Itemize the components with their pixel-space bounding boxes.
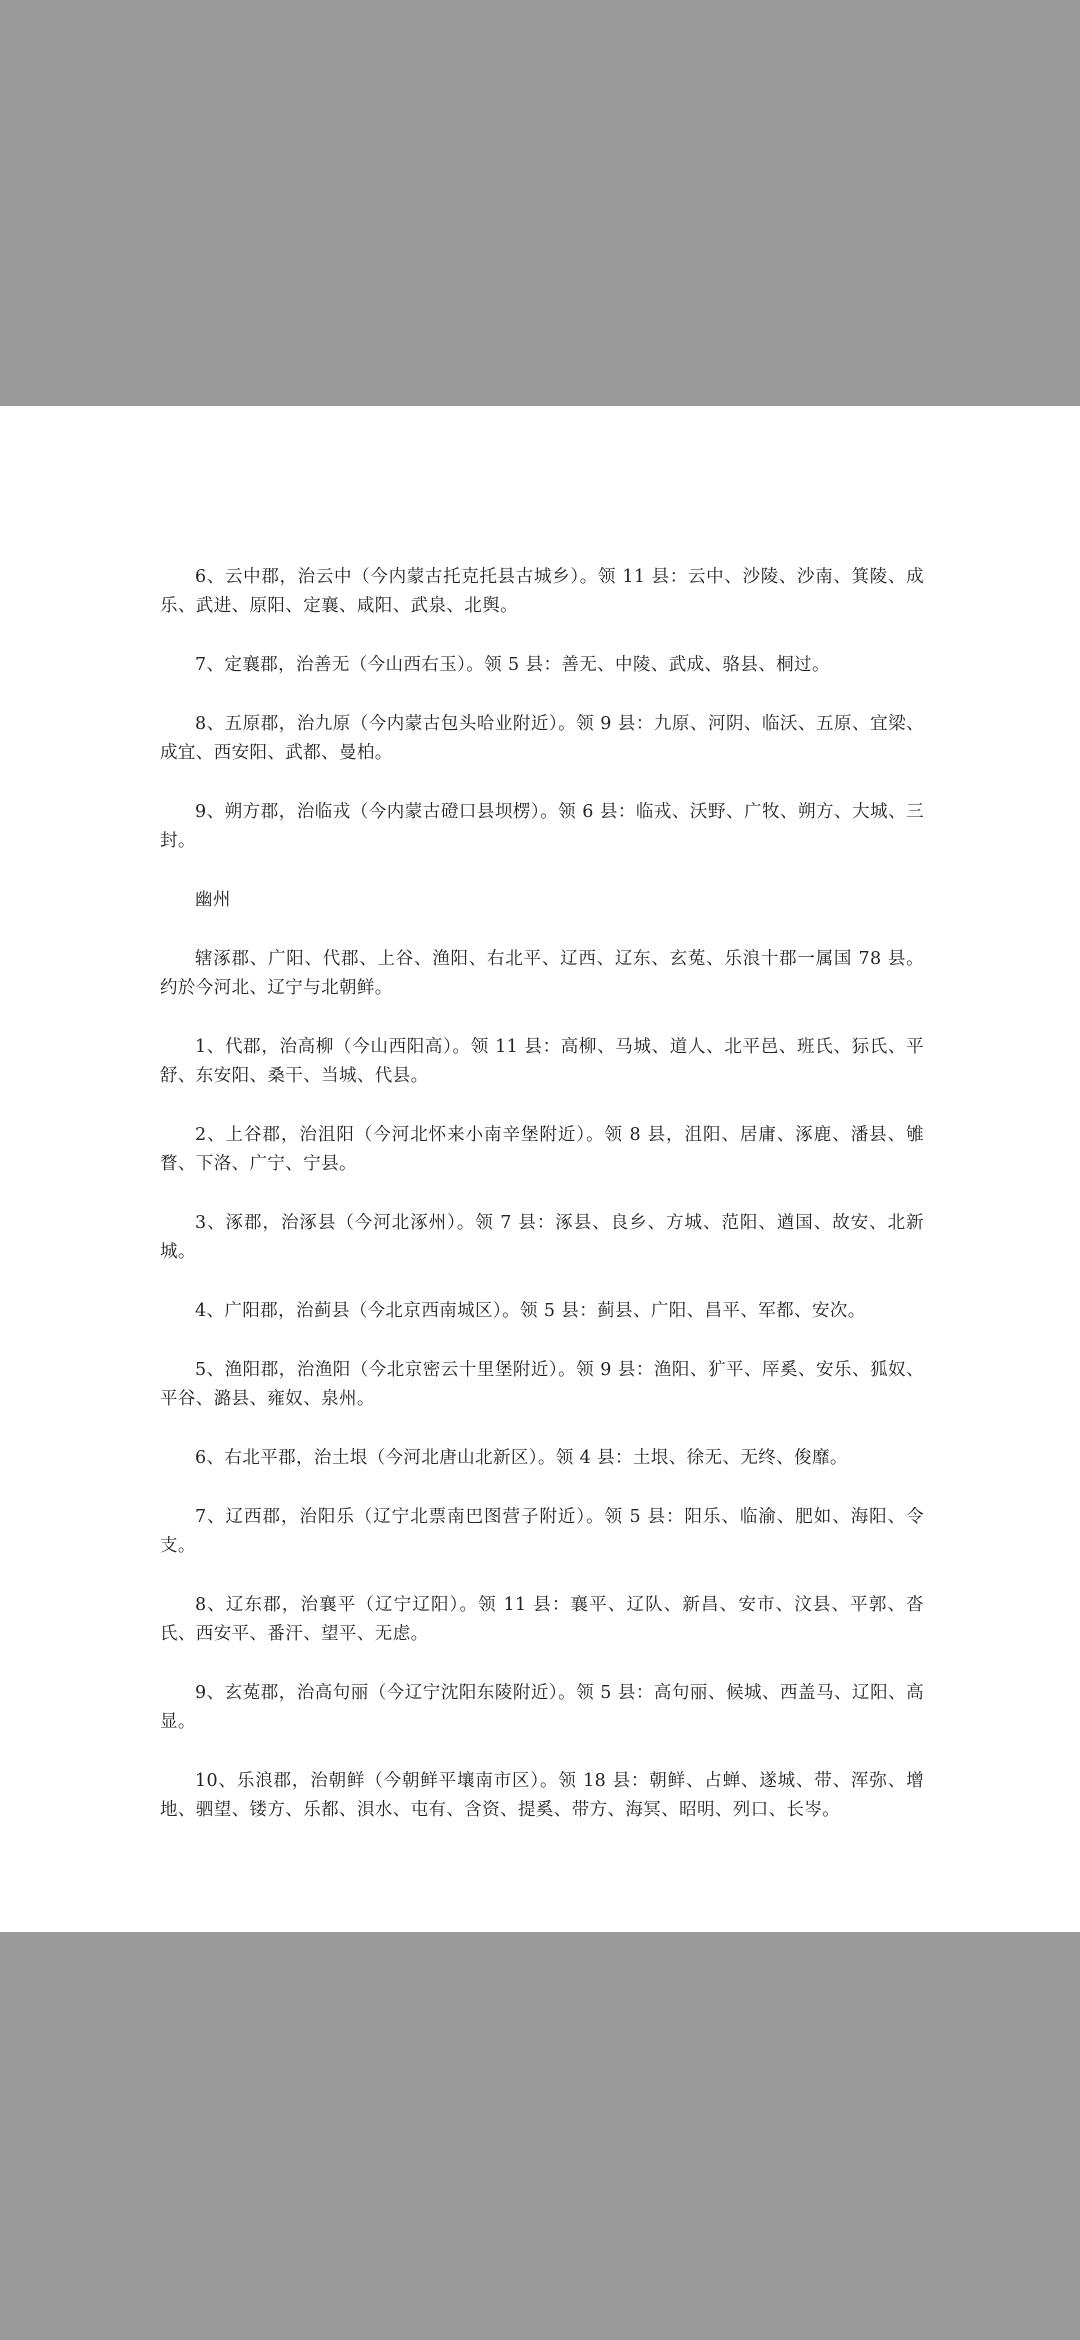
- paragraph-liaodong: 8、辽东郡，治襄平（辽宁辽阳）。领 11 县：襄平、辽队、新昌、安市、汶县、平郭、沓氏、西安平、番汗、望平、无虑。: [160, 1595, 924, 1644]
- paragraph-guangyang: 4、广阳郡，治蓟县（今北京西南城区）。领 5 县：蓟县、广阳、昌平、军都、安次。: [195, 1301, 866, 1321]
- paragraph-daijun: 1、代郡，治高柳（今山西阳高）。领 11 县：高柳、马城、道人、北平邑、班氏、狋氏、平舒、东安阳、桑干、当城、代县。: [160, 1037, 924, 1086]
- paragraph-yuyang: 5、渔阳郡，治渔阳（今北京密云十里堡附近）。领 9 县：渔阳、犷平、厗奚、安乐、狐奴、平谷、潞县、雍奴、泉州。: [160, 1360, 924, 1409]
- paragraph-liaoxi: 7、辽西郡，治阳乐（辽宁北票南巴图营子附近）。领 5 县：阳乐、临渝、肥如、海阳、令支。: [160, 1507, 924, 1556]
- paragraph-shanggu: 2、上谷郡，治沮阳（今河北怀来小南辛堡附近）。领 8 县，沮阳、居庸、涿鹿、潘县、雊瞀、下洛、广宁、宁县。: [160, 1125, 924, 1174]
- paragraph-yunzhong: 6、云中郡，治云中（今内蒙古托克托县古城乡）。领 11 县：云中、沙陵、沙南、箕陵、成乐、武进、原阳、定襄、咸阳、武泉、北舆。: [160, 567, 924, 616]
- paragraph-shuofang: 9、朔方郡，治临戎（今内蒙古磴口县坝楞）。领 6 县：临戎、沃野、广牧、朔方、大城、三封。: [160, 802, 924, 851]
- paragraph-wuyuan: 8、五原郡，治九原（今内蒙古包头哈业附近）。领 9 县：九原、河阴、临沃、五原、宜梁、成宜、西安阳、武都、曼柏。: [160, 714, 924, 763]
- paragraph-lelang: 10、乐浪郡，治朝鲜（今朝鲜平壤南市区）。领 18 县：朝鲜、占蝉、遂城、带、浑弥、增地、驷望、镂方、乐都、浿水、屯有、含资、提奚、带方、海冥、昭明、列口、长岑。: [160, 1771, 924, 1820]
- document-page: [0, 406, 1080, 1932]
- paragraph-xuantu: 9、玄菟郡，治高句丽（今辽宁沈阳东陵附近）。领 5 县：高句丽、候城、西盖马、辽阳、高显。: [160, 1683, 924, 1732]
- section-heading-youzhou: 幽州: [195, 890, 231, 910]
- paragraph-zhuojun: 3、涿郡，治涿县（今河北涿州）。领 7 县：涿县、良乡、方城、范阳、遒国、故安、北新城。: [160, 1213, 924, 1262]
- paragraph-dingxiang: 7、定襄郡，治善无（今山西右玉）。领 5 县：善无、中陵、武成、骆县、桐过。: [195, 655, 830, 675]
- document-body: [160, 563, 924, 1855]
- paragraph-youbeiping: 6、右北平郡，治土垠（今河北唐山北新区）。领 4 县：土垠、徐无、无终、俊靡。: [195, 1448, 848, 1468]
- paragraph-youzhou-summary: 辖涿郡、广阳、代郡、上谷、渔阳、右北平、辽西、辽东、玄菟、乐浪十郡一属国 78 县。约於今河北、辽宁与北朝鲜。: [160, 949, 924, 998]
